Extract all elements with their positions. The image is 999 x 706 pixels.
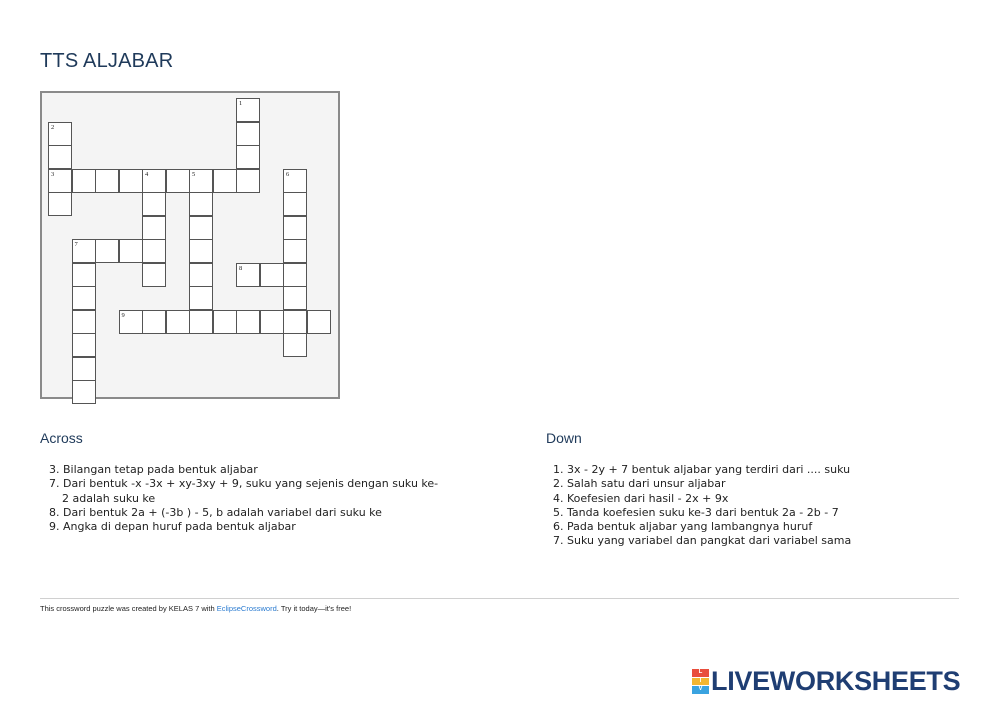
grid-cell[interactable] bbox=[236, 169, 260, 193]
grid-cell[interactable] bbox=[189, 263, 213, 287]
grid-cell[interactable] bbox=[283, 192, 307, 216]
liveworksheets-icon bbox=[692, 669, 709, 693]
down-heading: Down bbox=[546, 430, 582, 446]
grid-cell[interactable] bbox=[95, 169, 119, 193]
across-clue: 3. Bilangan tetap pada bentuk aljabar bbox=[49, 463, 258, 476]
clue-number: 8 bbox=[239, 264, 243, 272]
grid-cells bbox=[42, 93, 338, 397]
grid-cell[interactable] bbox=[213, 169, 237, 193]
grid-cell[interactable] bbox=[72, 310, 96, 334]
grid-cell[interactable] bbox=[189, 286, 213, 310]
grid-cell[interactable] bbox=[283, 239, 307, 263]
grid-cell[interactable] bbox=[236, 310, 260, 334]
clue-number: 9 bbox=[121, 311, 125, 319]
grid-cell[interactable] bbox=[142, 169, 166, 193]
grid-cell[interactable] bbox=[72, 169, 96, 193]
grid-cell[interactable] bbox=[48, 122, 72, 146]
down-clue: 4. Koefesien dari hasil - 2x + 9x bbox=[553, 491, 729, 505]
grid-cell[interactable] bbox=[72, 333, 96, 357]
grid-cell[interactable] bbox=[72, 239, 96, 263]
footer-prefix: This crossword puzzle was created by KELAS 7 with bbox=[40, 604, 217, 613]
grid-cell[interactable] bbox=[48, 145, 72, 169]
footer-divider bbox=[40, 598, 959, 599]
down-clue: 5. Tanda koefesien suku ke-3 dari bentuk 2a - 2b - 7 bbox=[553, 505, 839, 519]
grid-cell[interactable] bbox=[283, 286, 307, 310]
clue-number: 7 bbox=[74, 241, 78, 248]
grid-cell[interactable] bbox=[142, 263, 166, 287]
grid-cell[interactable] bbox=[48, 192, 72, 216]
grid-cell[interactable] bbox=[142, 310, 166, 334]
down-clue-list bbox=[553, 463, 946, 549]
grid-cell[interactable] bbox=[307, 310, 331, 334]
eclipsecrossword-link[interactable]: EclipseCrossword bbox=[216, 604, 277, 613]
grid-cell[interactable] bbox=[189, 169, 213, 193]
grid-cell[interactable] bbox=[236, 122, 260, 146]
footer-credit bbox=[40, 604, 351, 613]
grid-cell[interactable] bbox=[48, 169, 72, 193]
grid-cell[interactable] bbox=[166, 169, 190, 193]
grid-cell[interactable] bbox=[236, 145, 260, 169]
across-clue: 8. Dari bentuk 2a + (-3b ) - 5, b adalah variabel dari suku ke bbox=[49, 505, 382, 519]
grid-cell[interactable] bbox=[142, 216, 166, 240]
grid-cell[interactable] bbox=[166, 310, 190, 334]
footer-suffix: . Try it today—it's free! bbox=[276, 604, 352, 613]
across-clue-list bbox=[49, 463, 442, 534]
clue-number: 1 bbox=[239, 100, 243, 107]
down-clue: 6. Pada bentuk aljabar yang lambangnya huruf bbox=[553, 520, 813, 534]
clue-number: 3 bbox=[51, 170, 55, 178]
grid-cell[interactable] bbox=[283, 263, 307, 287]
brand-icon-letter: L bbox=[692, 669, 709, 677]
crossword-grid bbox=[40, 91, 340, 399]
across-clue: 7. Dari bentuk -x -3x + xy-3xy + 9, suku yang sejenis dengan suku ke-2 adalah suku ke bbox=[49, 477, 439, 505]
page-title: TTS ALJABAR bbox=[40, 50, 174, 72]
grid-cell[interactable] bbox=[119, 239, 143, 263]
grid-cell[interactable] bbox=[283, 310, 307, 334]
down-clue: 7. Suku yang variabel dan pangkat dari variabel sama bbox=[553, 534, 852, 548]
clue-number: 2 bbox=[51, 123, 55, 131]
grid-cell[interactable] bbox=[72, 286, 96, 310]
across-clue: 9. Angka di depan huruf pada bentuk aljabar bbox=[49, 520, 296, 534]
grid-cell[interactable] bbox=[189, 239, 213, 263]
brand-icon-letter: I bbox=[692, 678, 709, 686]
grid-cell[interactable] bbox=[72, 263, 96, 287]
grid-cell[interactable] bbox=[260, 310, 284, 334]
grid-cell[interactable] bbox=[236, 98, 260, 122]
grid-cell[interactable] bbox=[260, 263, 284, 287]
across-heading: Across bbox=[40, 430, 83, 446]
down-clue: 1. 3x - 2y + 7 bentuk aljabar yang terdiri dari .... suku bbox=[553, 463, 851, 476]
grid-cell[interactable] bbox=[189, 216, 213, 240]
down-clue: 2. Salah satu dari unsur aljabar bbox=[553, 477, 726, 491]
liveworksheets-logo[interactable] bbox=[692, 667, 960, 695]
grid-cell[interactable] bbox=[119, 310, 143, 334]
clue-number: 5 bbox=[192, 170, 196, 178]
grid-cell[interactable] bbox=[142, 239, 166, 263]
grid-cell[interactable] bbox=[283, 333, 307, 357]
brand-icon-letter: V bbox=[692, 686, 709, 694]
grid-cell[interactable] bbox=[119, 169, 143, 193]
grid-cell[interactable] bbox=[236, 263, 260, 287]
grid-cell[interactable] bbox=[95, 239, 119, 263]
brand-name: LIVEWORKSHEETS bbox=[711, 665, 961, 696]
grid-cell[interactable] bbox=[72, 380, 96, 404]
grid-cell[interactable] bbox=[189, 310, 213, 334]
grid-cell[interactable] bbox=[72, 357, 96, 381]
clue-number: 4 bbox=[145, 170, 149, 178]
grid-cell[interactable] bbox=[283, 169, 307, 193]
grid-cell[interactable] bbox=[213, 310, 237, 334]
grid-cell[interactable] bbox=[283, 216, 307, 240]
clue-number: 6 bbox=[286, 170, 290, 178]
grid-cell[interactable] bbox=[142, 192, 166, 216]
grid-cell[interactable] bbox=[189, 192, 213, 216]
